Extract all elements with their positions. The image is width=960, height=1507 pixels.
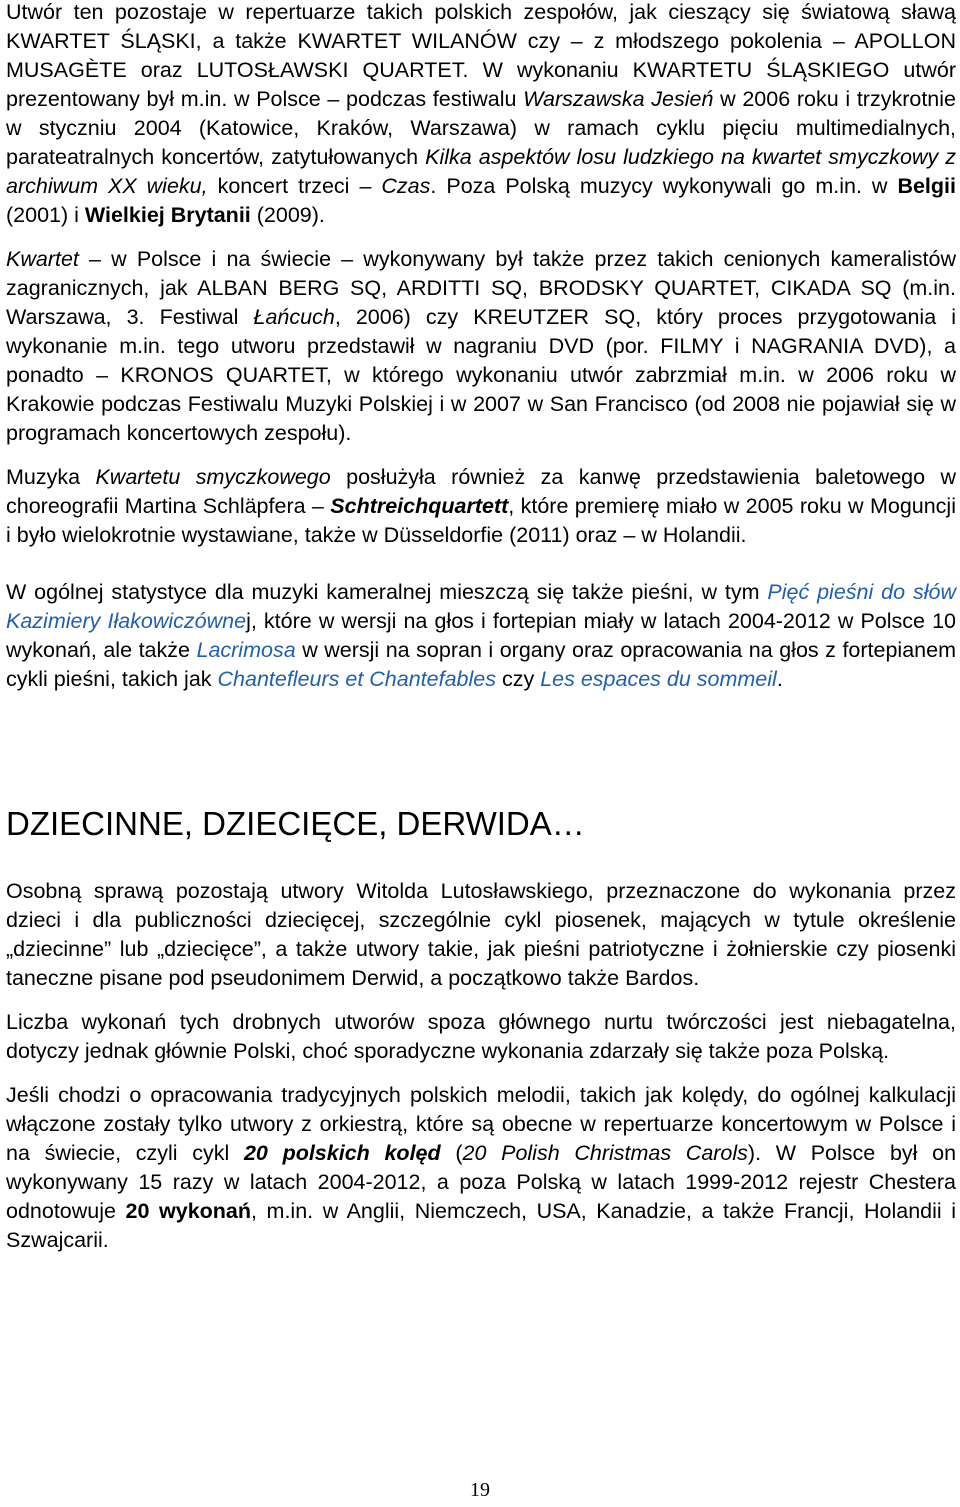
paragraph-performance-count: Liczba wykonań tych drobnych utworów spoza głównego nurtu twórczości jest niebagatelna, dotyczy jednak głównie Polski, choć sporadyczne wykonania zdarzały się także poza Polską. [6,1010,956,1063]
ballet-title: Schtreichquartett [330,494,509,518]
concert-title: Czas [381,174,431,198]
page-number: 19 [470,1479,490,1501]
section-heading: DZIECINNE, DZIECIĘCE, DERWIDA… [6,805,585,842]
espaces-link[interactable]: Les espaces du sommeil [540,667,777,691]
document-page [6,0,956,1255]
paragraph-quartet-repertoire: Utwór ten pozostaje w repertuarze takich polskich zespołów, jak cieszący się światową sławą KWARTET ŚLĄSKI, a także KWARTET WILANÓW czy – z młodszego pokolenia – APOLLON MUSAGÈTE oraz LUTOSŁAWSKI QUARTET. W wykonaniu KWARTETU ŚLĄSKIEGO utwór prezentowany był m.in. w Polsce – podczas festiwalu Warszawska Jesień w 2006 roku i trzykrotnie w styczniu 2004 (Katowice, Kraków, Warszawa) w ramach cyklu pięciu multimedialnych, parateatralnych koncertów, zatytułowanych Kilka aspektów losu ludzkiego na kwartet smyczkowy z archiwum XX wieku, koncert trzeci – Czas. Poza Polską muzycy wykonywali go m.in. w Belgii (2001) i Wielkiej Brytanii (2009). [6,0,956,227]
lacrimosa-link[interactable]: Lacrimosa [196,638,296,662]
paragraph-foreign-ensembles: Kwartet – w Polsce i na świecie – wykonywany był także przez takich cenionych kameralistów zagranicznych, jak ALBAN BERG SQ, ARDITTI SQ, BRODSKY QUARTET, CIKADA SQ (m.in. Warszawa, 3. Festiwal Łańcuch, 2006) czy KREUTZER SQ, który proces przygotowania i wykonanie m.in. tego utworu przedstawił w nagraniu DVD (por. FILMY i NAGRANIA DVD), a ponadto – KRONOS QUARTET, w którego wykonaniu utwór zabrzmiał m.in. w 2006 roku w Krakowie podczas Festiwalu Muzyki Polskiej i w 2007 w San Francisco (od 2008 nie pojawiał się w programach koncertowych zespołu). [6,247,956,445]
concert-cycle-title: Kilka aspektów losu ludzkiego na kwartet smyczkowy z archiwum XX wieku, [6,145,956,198]
festival-name: Warszawska Jesień [523,87,714,111]
carols-title: 20 polskich kolęd [243,1141,441,1165]
country-uk: Wielkiej Brytanii [84,203,251,227]
paragraph-children-works: Osobną sprawą pozostają utwory Witolda Lutosławskiego, przeznaczone do wykonania przez dzieci i dla publiczności dziecięcej, szczególnie cykl piosenek, mających w tytule określenie „dziecinne” lub „dziecięce”, a także utwory takie, jak pieśni patriotyczne i żołnierskie czy piosenki taneczne pisane pod pseudonimem Derwid, a początkowo także Bardos. [6,879,956,990]
paragraph-ballet: Muzyka Kwartetu smyczkowego posłużyła również za kanwę przedstawienia baletowego w choreografii Martina Schläpfera – Schtreichquartett, które premierę miało w 2005 roku w Moguncji i było wielokrotnie wystawiane, także w Düsseldorfie (2011) oraz – w Holandii. [6,465,956,547]
carols-title-english: 20 Polish Christmas Carols [462,1141,748,1165]
paragraph-carols: Jeśli chodzi o opracowania tradycyjnych polskich melodii, takich jak kolędy, do ogólnej kalkulacji włączone zostały tylko utwory z orkiestrą, które są obecne w repertuarze koncertowym w Polsce i na świecie, czyli cykl 20 polskich kolęd (20 Polish Christmas Carols). W Polsce był on wykonywany 15 razy w latach 2004-2012, a poza Polską w latach 1999-2012 rejestr Chestera odnotowuje 20 wykonań, m.in. w Anglii, Niemczech, USA, Kanadzie, a także Francji, Holandii i Szwajcarii. [6,1083,957,1252]
performance-count: 20 wykonań [125,1199,252,1223]
festival-name: Łańcuch [253,305,335,329]
country-belgium: Belgii [897,174,956,198]
work-title: Kwartetu smyczkowego [95,465,331,489]
paragraph-songs: W ogólnej statystyce dla muzyki kameralnej mieszczą się także pieśni, w tym Pięć pieśni do słów Kazimiery Iłakowiczównej, które w wersji na głos i fortepian miały w latach 2004-2012 w Polsce 10 wykonań, ale także Lacrimosa w wersji na sopran i organy oraz opracowania na głos z fortepianem cykli pieśni, takich jak Chantefleurs et Chantefables czy Les espaces du sommeil. [6,580,956,691]
song-cycle-link[interactable]: Pięć pieśni do słów Kazimiery Iłakowiczówne [6,580,956,633]
chantefleurs-link[interactable]: Chantefleurs et Chantefables [217,667,496,691]
work-title: Kwartet [6,247,79,271]
